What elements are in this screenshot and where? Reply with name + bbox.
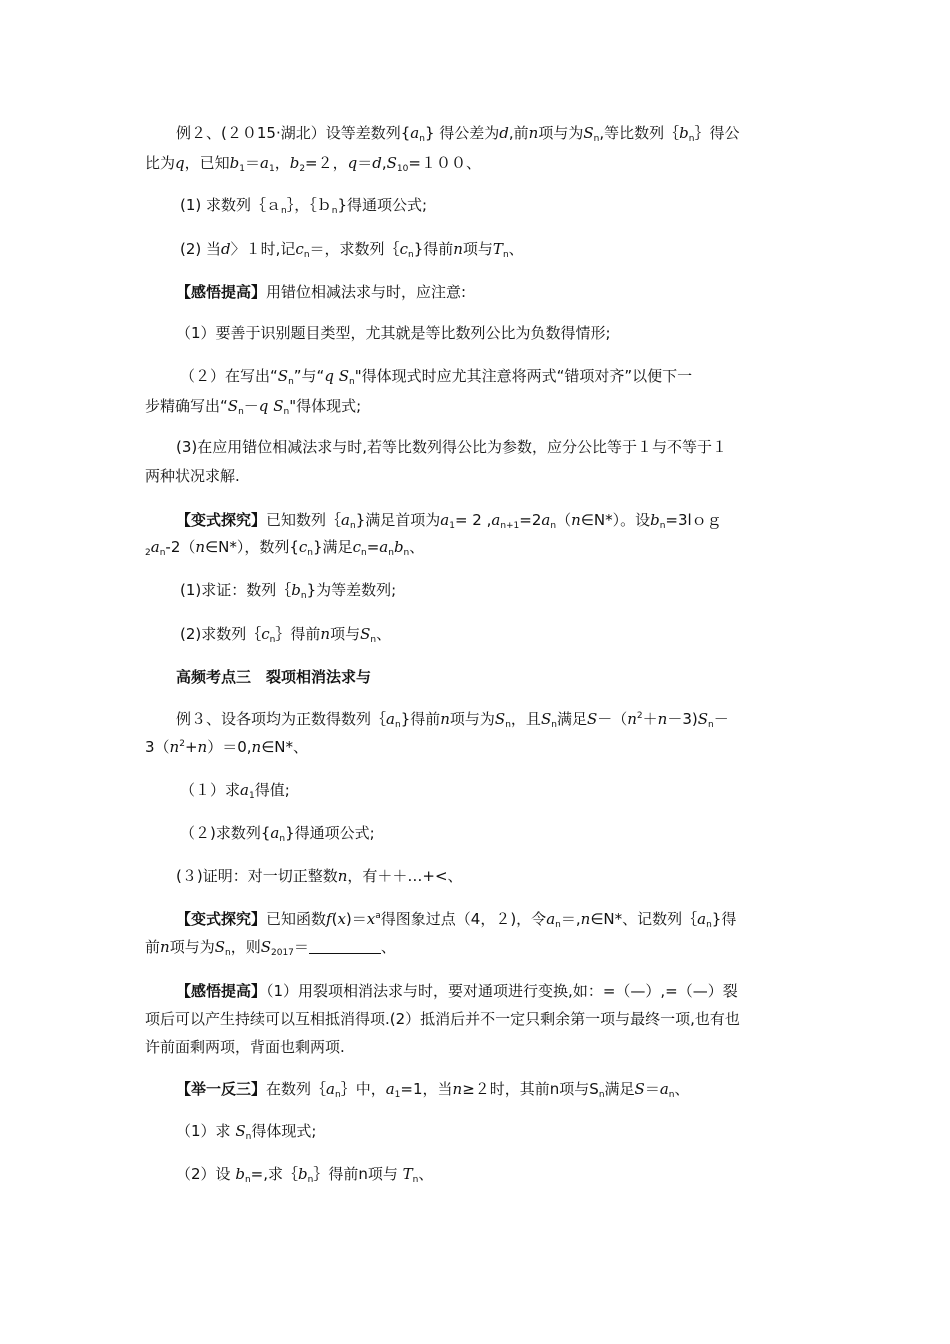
extend-question-2: （2）设 $b_n=$,求$\{b_n\}$得前n项与 $T_n$、: [176, 1165, 434, 1185]
example-3-question-3: (３)证明：对一切正整数n，有＋＋…+<、: [176, 867, 463, 885]
example-3-question-1: （１）求$a_1$得值;: [180, 781, 290, 801]
variant-1-line-1: 【变式探究】已知数列$\{a_n$}满足首项为$a_1= 2$ $,a_{n+1}=2a_n(n\in N*)$。设$b_n=3log$: [176, 511, 722, 531]
insight-2-line-3: 许前面剩两项，背面也剩两项.: [145, 1038, 345, 1056]
insight-1-point-1: （1）要善于识别题目类型，尤其就是等比数列公比为负数得情形;: [176, 324, 611, 342]
variant-1-question-1: (1)求证：数列$\{b_n$}为等差数列;: [180, 581, 397, 601]
answer-blank: [309, 939, 381, 954]
variant-2-line-2: 前n项与为$S_n$，则$S_{2017}=$ 、: [145, 938, 396, 958]
example-3-line-2: $3(n^2+n)=0,n\in N*$、: [145, 738, 308, 756]
example-2-question-1: (1) 求数列｛ａ$_n$｝，｛ｂ$_n$}得通项公式;: [180, 196, 428, 216]
example-2-line-2: 比为q，已知$b_1=a_1$，$b_2=2$，$q=d,S_{10}=100$、: [145, 154, 481, 174]
example-2-question-2: (2) 当d〉１时,记$c_n=$，求数列$\{c_n$}得前n项与$T_n$、: [180, 240, 524, 260]
example-3-question-2: （２)求数列$\{a_n\}$得通项公式;: [180, 824, 375, 844]
insight-2-line-2: 项后可以产生持续可以互相抵消得项.(2）抵消后并不一定只剩余第一项与最终一项,也有也: [145, 1010, 740, 1028]
section-3-heading: 高频考点三 裂项相消法求与: [176, 668, 372, 686]
variant-1-question-2: (2)求数列$\{c_n\}$得前n项与$S_n$、: [180, 625, 392, 645]
example-3-line-1: 例３、设各项均为正数得数列$\{a_n$}得前n项与为$S_n$，且$S_n$满足$S-(n^2+n-3)S_n-$: [176, 710, 729, 730]
insight-1-point-2-line-2: 步精确写出“$S_n-q$ $S_n$"得体现式;: [145, 397, 362, 417]
variant-2-line-1: 【变式探究】已知函数$f(x)=x^a$得图象过点（4，２)，令$a_n=,n\in N*$、记数列$\{a_n$}得: [176, 910, 737, 930]
insight-1-point-3-line-2: 两种状况求解.: [145, 467, 240, 485]
extend-line-1: 【举一反三】在数列$\{a_n\}$中，$a_1=1$，当n≥２时，其前n项与$S_n$满足$S=a_n$、: [176, 1080, 690, 1100]
insight-2-line-1: 【感悟提高】（1）用裂项相消法求与时，要对通项进行变换,如：=（—）,=（—）裂: [176, 982, 738, 1000]
example-2-line-1: 例２、(２０15·湖北）设等差数列$\{a_n\}$ 得公差为d,前n项与为$S_n$,等比数列$\{b_n\}$得公: [176, 124, 740, 144]
insight-1-point-2-line-1: （２）在写出“$S_n$”与“q $S_n$"得体现式时应尤其注意将两式“错项对齐”以便下一: [180, 367, 693, 387]
variant-1-line-2: $_2a_n-2(n\in N*)$，数列$\{c_n\}$满足$c_n=a_nb_n$、: [145, 538, 425, 558]
extend-question-1: （1）求 $S_n$得体现式;: [176, 1122, 317, 1142]
insight-1-heading: 【感悟提高】用错位相减法求与时，应注意:: [176, 283, 467, 301]
insight-1-point-3-line-1: (3)在应用错位相减法求与时,若等比数列得公比为参数，应分公比等于１与不等于１: [176, 438, 728, 456]
